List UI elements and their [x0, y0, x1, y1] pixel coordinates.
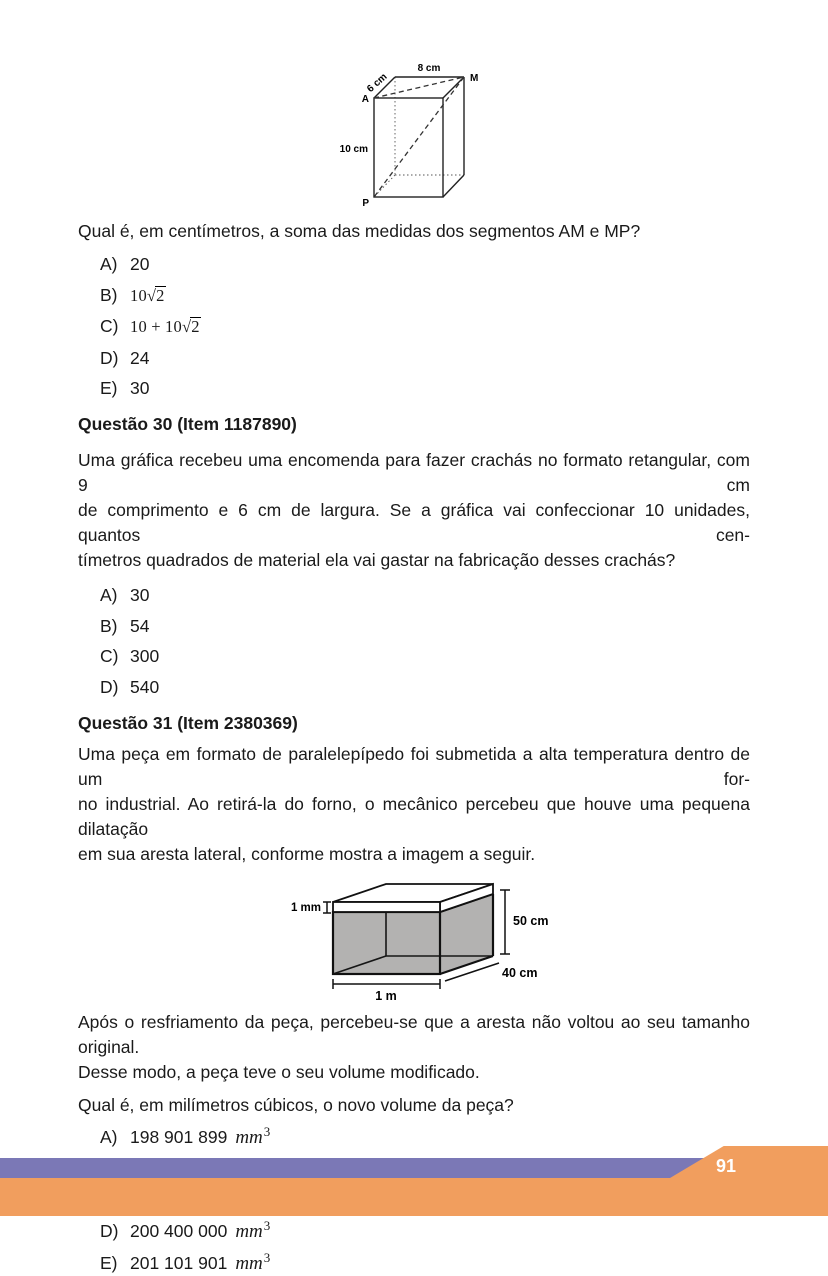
- option-letter: A): [100, 1126, 118, 1147]
- option-row: [100, 584, 750, 606]
- height-label: 50 cm: [513, 913, 549, 928]
- option-value-math: 10 + 10√2: [130, 317, 200, 336]
- box-figure-svg: [283, 877, 563, 1003]
- option-row: [100, 1249, 750, 1276]
- option-row: [100, 1123, 750, 1150]
- q31-after-line: Desse modo, a peça teve o seu volume modificado.: [78, 1061, 480, 1082]
- width-measure-line: [333, 979, 440, 989]
- q31-after-line: Após o resfriamento da peça, percebeu-se que a aresta não voltou ao seu tamanho original.: [78, 1011, 750, 1057]
- page-number: 91: [716, 1156, 737, 1176]
- sqrt-symbol: √: [181, 317, 192, 336]
- q31-body: [78, 742, 750, 867]
- q31-heading: Questão 31 (Item 2380369): [78, 712, 298, 733]
- prism-figure: [336, 45, 516, 217]
- option-letter: D): [100, 676, 119, 697]
- sqrt-radicand: 2: [191, 317, 200, 336]
- option-letter: E): [100, 378, 118, 398]
- option-letter: B): [100, 615, 118, 636]
- width-label: 1 m: [375, 988, 397, 1003]
- q30-body-line: Uma gráfica recebeu uma encomenda para fazer crachás no formato retangular, com 9 cm: [78, 450, 750, 495]
- option-row: [100, 347, 750, 369]
- prism-height-label: 10 cm: [339, 144, 368, 155]
- option-value: 201 101 901: [130, 1252, 228, 1273]
- option-value: 198 901 899: [130, 1126, 228, 1147]
- q30-body: [78, 448, 750, 573]
- q29-question-text: Qual é, em centímetros, a soma das medidas dos segmentos AM e MP?: [78, 221, 641, 241]
- unit-exponent: 3: [263, 1249, 271, 1265]
- unit-exponent: 3: [263, 1218, 271, 1233]
- option-value-math: 10√2: [130, 285, 165, 305]
- page-content: [0, 45, 828, 1276]
- option-letter: A): [100, 254, 118, 274]
- prism-vertex-m-label: M: [470, 73, 479, 84]
- dilation-label: 1 mm: [290, 901, 321, 914]
- option-value: 540: [130, 676, 160, 697]
- option-row: [100, 1220, 750, 1244]
- option-unit: $mm^3$: [235, 1123, 271, 1148]
- option-value: 30: [130, 378, 150, 398]
- prism-figure-svg: [336, 45, 516, 217]
- option-letter: C): [100, 316, 119, 336]
- sqrt-symbol: √: [146, 285, 157, 305]
- option-row: [100, 253, 750, 275]
- option-letter: C): [100, 646, 119, 666]
- height-measure-line: [500, 890, 510, 954]
- option-value: 54: [130, 615, 150, 636]
- sqrt-radicand: 2: [156, 285, 165, 305]
- option-unit: $mm^3$: [235, 1249, 271, 1274]
- q30-body-line: de comprimento e 6 cm de largura. Se a gráfica vai confeccionar 10 unidades, quantos cen-: [78, 500, 750, 545]
- q31-body-line: Uma peça em formato de paralelepípedo foi submetida a alta temperatura dentro de um for-: [78, 743, 750, 789]
- option-value: 200 400 000: [130, 1221, 228, 1241]
- prism-vertex-p-label: P: [362, 198, 369, 209]
- option-letter: D): [100, 347, 119, 368]
- option-unit: $mm^3$: [235, 1218, 271, 1242]
- q31-body-line: em sua aresta lateral, conforme mostra a imagem a seguir.: [78, 843, 536, 864]
- q31-body-line: no industrial. Ao retirá-la do forno, o mecânico percebeu que houve uma pequena dilatação: [78, 793, 750, 839]
- q29-options: [78, 253, 750, 399]
- prism-depth-label: 6 cm: [365, 71, 390, 95]
- option-letter: E): [100, 1252, 118, 1273]
- unit-exponent: 3: [263, 1123, 271, 1139]
- q31-question-text: Qual é, em milímetros cúbicos, o novo volume da peça?: [78, 1094, 514, 1115]
- option-row: [100, 645, 750, 667]
- option-value: 300: [130, 646, 160, 666]
- option-letter: D): [100, 1221, 119, 1241]
- q30-heading: Questão 30 (Item 1187890): [78, 414, 297, 434]
- option-value: 24: [130, 347, 150, 368]
- box-figure: [283, 877, 563, 1003]
- option-value: 20: [130, 254, 150, 274]
- prism-diagonals: [374, 77, 464, 197]
- option-row: [100, 676, 750, 698]
- footer-orange-band: [0, 1178, 828, 1216]
- option-row: [100, 377, 750, 399]
- option-value: 30: [130, 585, 150, 605]
- q31-after-figure: [78, 1010, 750, 1085]
- prism-vertex-a-label: A: [361, 94, 369, 105]
- option-row: [100, 315, 750, 338]
- depth-label: 40 cm: [502, 965, 538, 980]
- option-letter: B): [100, 284, 118, 305]
- q30-options: [78, 584, 750, 698]
- option-letter: A): [100, 585, 118, 605]
- q30-body-line: tímetros quadrados de material ela vai gastar na fabricação desses crachás?: [78, 550, 676, 570]
- prism-width-label: 8 cm: [417, 63, 441, 74]
- option-row: [100, 284, 750, 307]
- option-row: [100, 615, 750, 637]
- dilation-bracket: [323, 902, 331, 913]
